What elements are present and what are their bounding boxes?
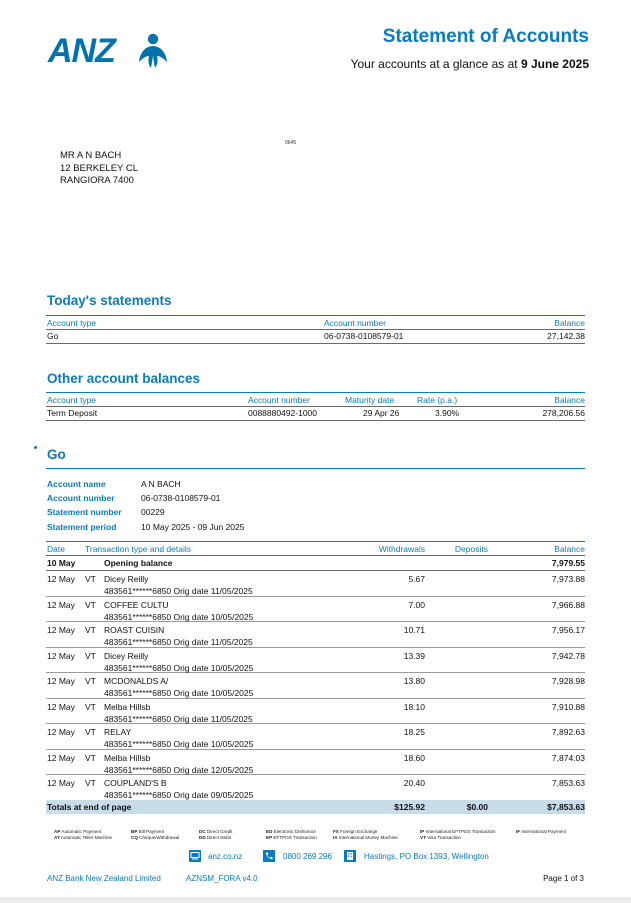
page-title: Statement of Accounts [382, 26, 589, 47]
totals-row [46, 800, 585, 814]
anz-logo [48, 30, 172, 72]
tx-balance-cell: 7,928.98 [551, 676, 585, 686]
tx-description-cell: RELAY [104, 727, 132, 737]
col-header-details: Transaction type and details [85, 544, 191, 554]
subtitle-date: 9 June 2025 [520, 57, 589, 71]
postal-address: Hastings, PO Box 1393, Wellington [364, 852, 489, 861]
header-divider [46, 555, 585, 556]
col-header-account-number: Account number [324, 318, 386, 328]
tx-withdrawal-cell: 20.40 [403, 778, 425, 788]
tx-withdrawal-cell: 10.71 [403, 625, 425, 635]
phone-icon [263, 850, 275, 862]
rate-cell: 3.90% [435, 408, 460, 418]
header-divider [46, 329, 585, 330]
tx-description-cell: Dicey Reilly [104, 650, 149, 661]
address-line: 12 BERKELEY CL [60, 162, 138, 174]
info-label-statement-period: Statement period [47, 522, 117, 532]
other-balances-title: Other account balances [47, 371, 201, 386]
tx-withdrawal-cell: 13.39 [403, 650, 425, 661]
table-row [46, 724, 585, 750]
tx-balance-cell: 7,966.88 [551, 599, 585, 610]
table-row [46, 597, 585, 623]
tx-date-cell: 12 May [47, 676, 75, 686]
tx-detail-cell: 483561******6850 Orig date 10/05/2025 [104, 662, 254, 673]
col-header-account-number: Account number [248, 395, 310, 405]
info-label-account-name: Account name [47, 479, 106, 489]
subtitle-prefix: Your accounts at a glance as at [350, 57, 518, 71]
col-header-withdrawals: Withdrawals [378, 544, 425, 554]
tx-type-cell: VT [85, 778, 96, 788]
tx-balance-cell: 7,892.63 [551, 727, 585, 737]
col-header-maturity-date: Maturity date [345, 395, 395, 405]
tx-description-cell: MCDONALDS A/ [104, 676, 169, 686]
footer-company: ANZ Bank New Zealand Limited [47, 874, 161, 883]
tx-detail-cell: 483561******6850 Orig date 12/05/2025 [104, 764, 254, 775]
table-row [46, 673, 585, 699]
tx-detail-cell: 483561******6850 Orig date 10/05/2025 [104, 739, 254, 749]
col-header-balance: Balance [554, 395, 585, 405]
tx-balance-cell: 7,853.63 [551, 778, 585, 788]
tx-detail-cell: 483561******6850 Orig date 09/05/2025 [104, 790, 254, 800]
section-marker [34, 446, 37, 449]
tx-type-cell: VT [85, 625, 96, 635]
footer-page-number: Page 1 of 3 [543, 874, 584, 883]
col-header-date: Date [47, 544, 65, 554]
info-value-account-number: 06-0738-0108579-01 [141, 493, 221, 503]
tx-description-cell: Dicey Reilly [104, 574, 149, 584]
account-type-cell: Go [47, 331, 59, 341]
abbreviation-group: DC Direct Credit DD Direct Debit [199, 829, 233, 840]
tx-type-cell: VT [85, 676, 96, 686]
info-label-account-number: Account number [47, 493, 115, 503]
col-header-rate: Rate (p.a.) [417, 395, 458, 405]
tx-withdrawal-cell: 18.25 [403, 727, 425, 737]
tx-date-cell: 12 May [47, 650, 75, 661]
building-icon [344, 850, 356, 862]
footer-form-code: AZNSM_FORA v4.0 [186, 874, 258, 883]
abbreviation-group: IP International EFTPOS Transaction VT Visa Transaction [420, 829, 496, 840]
tx-description-cell: Melba Hillsb [104, 752, 151, 763]
abbreviation-group: ED Electronic Dishonour EP EFTPOS Transaction [266, 829, 317, 840]
abbreviation-group: IF International Payment [516, 829, 567, 834]
col-header-balance: Balance [554, 318, 585, 328]
anz-logo-wordmark: ANZ [48, 32, 115, 70]
col-header-deposits: Deposits [454, 544, 488, 554]
maturity-date-cell: 29 Apr 26 [363, 408, 400, 418]
tx-description-cell: COFFEE CULTU [104, 599, 169, 610]
abbreviation-group: FX Foreign Exchange IA International Money Machine [333, 829, 398, 840]
page-bottom-edge [0, 897, 631, 903]
tx-withdrawal-cell: 18.10 [403, 701, 425, 712]
opening-balance: 7,979.55 [551, 558, 585, 568]
tx-detail-cell: 483561******6850 Orig date 11/05/2025 [104, 637, 253, 647]
totals-label: Totals at end of page [47, 802, 132, 812]
tx-type-cell: VT [85, 650, 96, 661]
computer-icon [189, 850, 201, 862]
col-header-balance: Balance [554, 544, 585, 554]
tx-date-cell: 12 May [47, 727, 75, 737]
tx-type-cell: VT [85, 727, 96, 737]
table-row [46, 775, 585, 801]
tx-balance-cell: 7,910.88 [551, 701, 585, 712]
section-divider [46, 468, 585, 469]
account-type-cell: Term Deposit [47, 408, 98, 418]
anz-people-icon [134, 32, 172, 70]
totals-deposits: $0.00 [466, 802, 488, 812]
tx-date-cell: 12 May [47, 752, 75, 763]
phone-number[interactable]: 0800 269 296 [283, 852, 332, 861]
tx-type-cell: VT [85, 701, 96, 712]
tx-balance-cell: 7,942.78 [551, 650, 585, 661]
account-number-cell: 06-0738-0108579-01 [324, 331, 404, 341]
tx-date-cell: 12 May [47, 701, 75, 712]
section-divider [46, 315, 585, 316]
info-value-statement-number: 00229 [141, 507, 165, 517]
balance-cell: 27,142.38 [547, 331, 585, 341]
col-header-account-type: Account type [47, 318, 97, 328]
tx-withdrawal-cell: 7.00 [408, 599, 425, 610]
balance-cell: 278,206.56 [542, 408, 585, 418]
row-divider [46, 420, 585, 421]
tx-description-cell: ROAST CUISIN [104, 625, 165, 635]
table-row [46, 750, 585, 776]
tx-description-cell: COUPLAND'S B [104, 778, 167, 788]
todays-statements-title: Today's statements [47, 293, 172, 308]
tx-date-cell: 12 May [47, 778, 75, 788]
tx-balance-cell: 7,874.03 [551, 752, 585, 763]
table-row [46, 622, 585, 648]
tx-withdrawal-cell: 5.67 [408, 574, 425, 584]
info-label-statement-number: Statement number [47, 507, 122, 517]
tx-balance-cell: 7,973.88 [551, 574, 585, 584]
tx-date-cell: 12 May [47, 625, 75, 635]
tx-detail-cell: 483561******6850 Orig date 10/05/2025 [104, 611, 254, 622]
header-divider [46, 406, 585, 407]
website-link[interactable]: anz.co.nz [208, 852, 243, 861]
info-value-account-name: A N BACH [141, 479, 181, 489]
totals-balance: $7,853.63 [547, 802, 585, 812]
tx-type-cell: VT [85, 574, 96, 584]
tx-balance-cell: 7,956.17 [551, 625, 585, 635]
tx-date-cell: 12 May [47, 574, 75, 584]
mailing-address [60, 150, 138, 188]
table-top-rule [46, 541, 585, 542]
tx-detail-cell: 483561******6850 Orig date 10/05/2025 [104, 688, 254, 698]
tx-type-cell: VT [85, 599, 96, 610]
tx-withdrawal-cell: 18.60 [403, 752, 425, 763]
table-row [46, 648, 585, 674]
tx-date-cell: 12 May [47, 599, 75, 610]
mail-code: 0645 [285, 140, 297, 146]
info-value-statement-period: 10 May 2025 - 09 Jun 2025 [141, 522, 245, 532]
address-line: RANGIORA 7400 [60, 175, 134, 186]
tx-description-cell: Melba Hillsb [104, 701, 151, 712]
table-row [46, 571, 585, 597]
tx-type-cell: VT [85, 752, 96, 763]
tx-withdrawal-cell: 13.80 [403, 676, 425, 686]
abbreviation-group: BP Bill Payment CQ Cheque/Withdrawal [131, 829, 180, 840]
totals-withdrawals: $125.92 [394, 802, 425, 812]
table-row [46, 699, 585, 725]
page-subtitle [351, 57, 589, 71]
tx-detail-cell: 483561******6850 Orig date 11/05/2025 [104, 586, 253, 596]
section-divider [46, 392, 585, 393]
abbreviation-group: AP Automatic Payment AT Automatic Teller Machine [54, 829, 113, 840]
go-account-title: Go [47, 447, 66, 462]
col-header-account-type: Account type [47, 395, 97, 405]
opening-date: 10 May [47, 558, 76, 568]
row-divider [46, 343, 585, 344]
account-number-cell: 0088880492-1000 [248, 408, 318, 418]
tx-detail-cell: 483561******6850 Orig date 11/05/2025 [104, 713, 253, 724]
opening-label: Opening balance [104, 558, 173, 568]
address-line: MR A N BACH [60, 150, 122, 161]
